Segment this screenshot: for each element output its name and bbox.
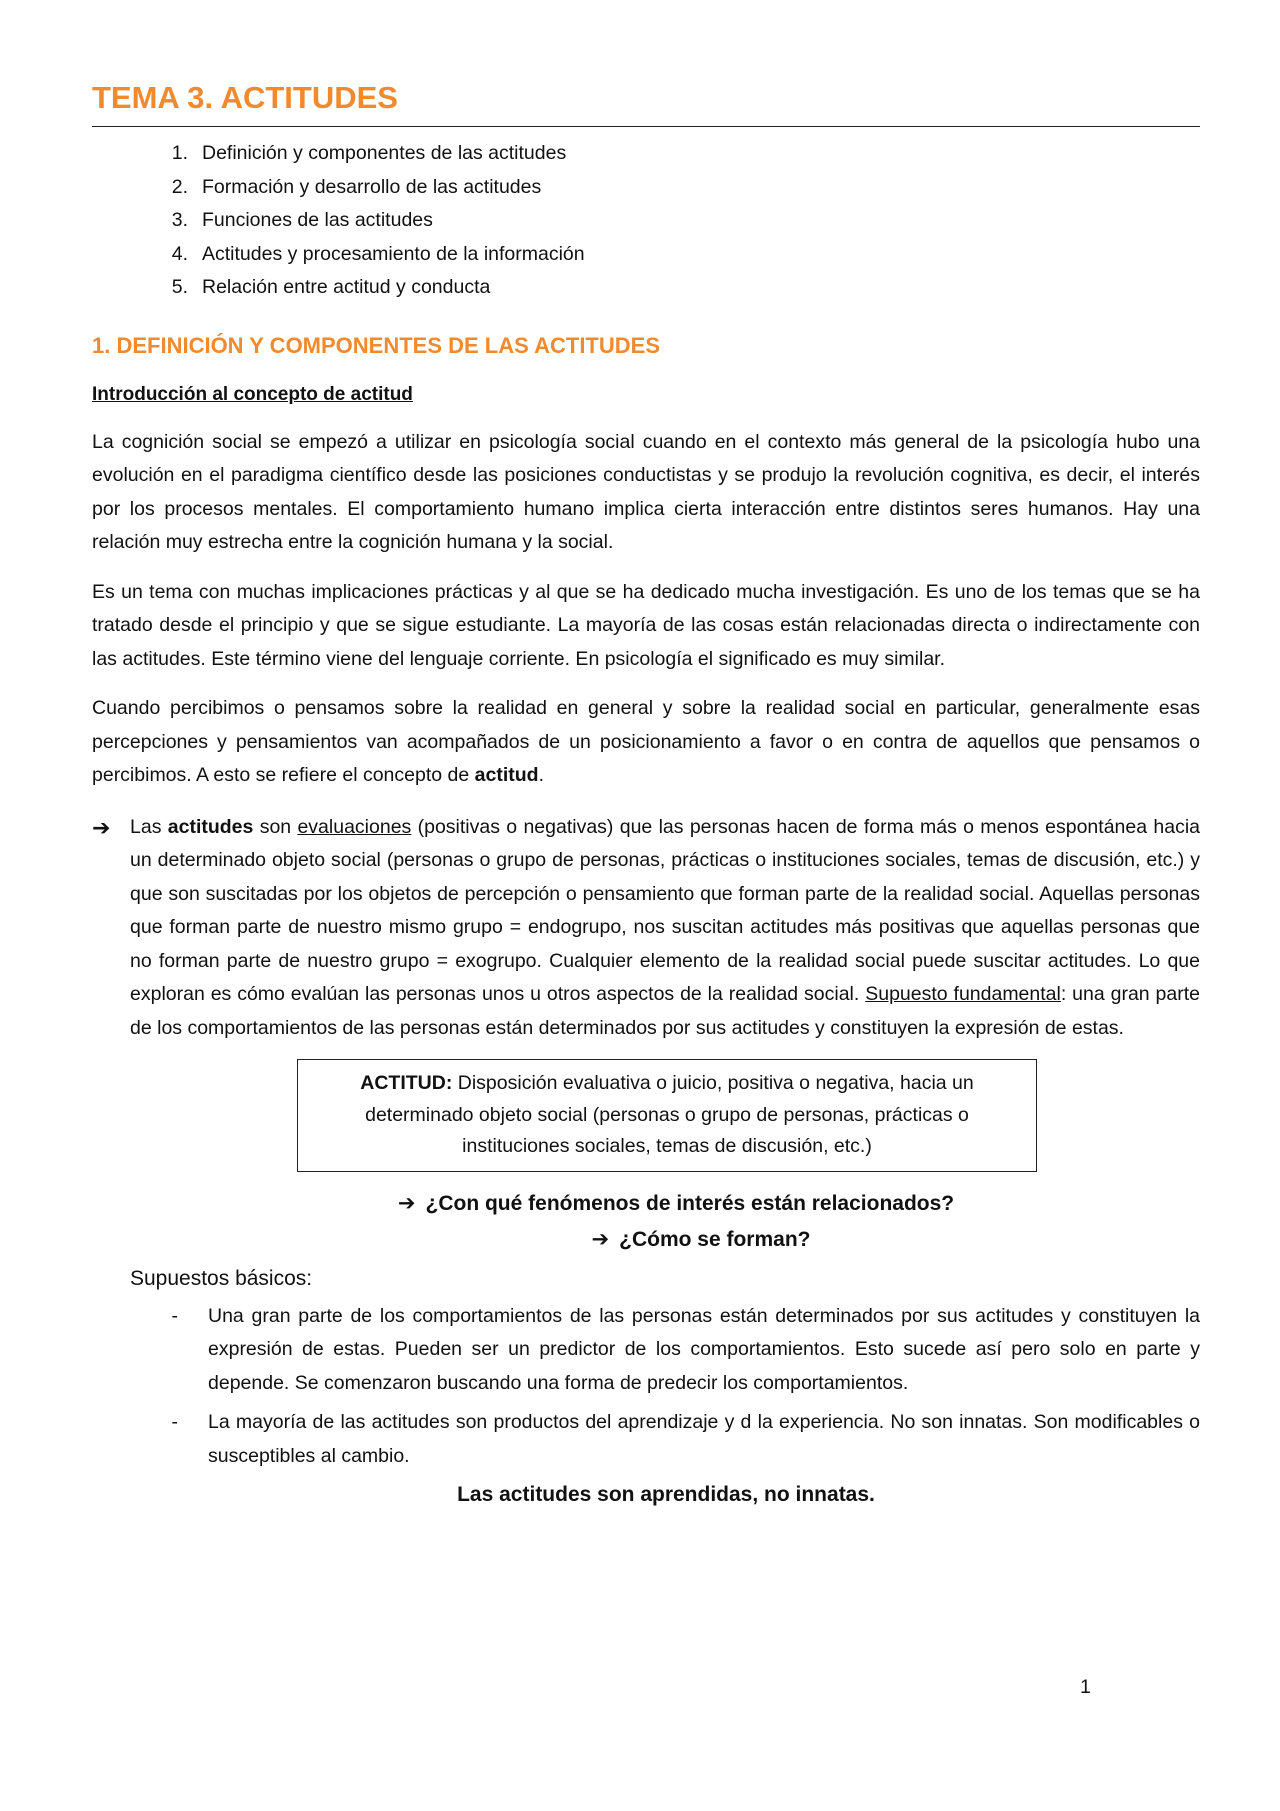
toc-item (148, 137, 1200, 171)
toc-text: Definición y componentes de las actitudes (202, 142, 567, 164)
bold-term: actitudes (167, 815, 254, 838)
toc-number: 5. (171, 276, 188, 298)
arrow-right-icon: ➔ (92, 814, 111, 840)
toc-item (148, 171, 1200, 205)
question-text: ¿Con qué fenómenos de interés están relacionados? (425, 1191, 955, 1215)
table-of-contents (148, 137, 1200, 305)
paragraph-1: La cognición social se empezó a utilizar en psicología social cuando en el contexto más general de la psicología hubo una evolución en el paradigma científico desde las posiciones conductistas y se produjo la revolución cognitiva, es decir, el interés por los procesos mentales. El comportamiento humano implica cierta interacción entre distintos seres humanos. Hay una relación muy estrecha entre la cognición humana y la social. (92, 430, 1200, 553)
toc-number: 2. (171, 175, 188, 198)
toc-text: Formación y desarrollo de las actitudes (202, 175, 542, 198)
list-item (92, 1406, 1200, 1473)
dash-bullet: - (171, 1304, 178, 1327)
conclusion: Las actitudes son aprendidas, no innatas. (457, 1483, 875, 1506)
paragraph-2: Es un tema con muchas implicaciones prácticas y al que se ha dedicado mucha investigación. Es uno de los temas que se ha tratado desde el principio y que se sigue estudiante. La mayoría de las cosas están relacionadas directa o indirectamente con las actitudes. Este término viene del lenguaje corriente. En psicología el significado es muy similar. (92, 580, 1200, 670)
document-title: TEMA 3. ACTITUDES (92, 80, 1200, 127)
text-run: son (253, 815, 298, 838)
document-page (92, 80, 1200, 1513)
text-run: (positivas o negativas) que las personas hacen de forma más o menos espontánea hacia un determinado objeto social (personas o grupo de personas, prácticas o instituciones sociales, temas de discusión, etc.) y que son suscitadas por los objetos de percepción o pensamiento que forman parte de la realidad social. Aquellas personas que forman parte de nuestro mismo grupo = endogrupo, nos suscitan actitudes más positivas que aquellas personas que no forman parte de nuestro grupo = exogrupo. Cualquier elemento de la realidad social puede suscitar actitudes. Lo que exploran es cómo evalúan las personas unos u otros aspectos de la realidad social. (130, 815, 1201, 1005)
toc-item (148, 204, 1200, 238)
toc-item (148, 238, 1200, 272)
page-number: 1 (1080, 1676, 1091, 1698)
question-2 (92, 1222, 1200, 1258)
list-item-text: Una gran parte de los comportamientos de las personas están determinados por sus actitudes y constituyen la expresión de estas. Pueden ser un predictor de los comportamientos. Esto sucede así pero solo en parte y depende. Se comenzaron buscando una forma de predecir los comportamientos. (208, 1304, 1200, 1394)
toc-item (148, 271, 1200, 305)
paragraph-3-text: Cuando percibimos o pensamos sobre la realidad en general y sobre la realidad social en particular, generalmente esas percepciones y pensamientos van acompañados de un posicionamiento a favor o en contra de aquellos que pensamos o percibimos. A esto se refiere el concepto de (92, 697, 1200, 786)
paragraph-3 (92, 692, 1200, 793)
supuestos-list (92, 1300, 1200, 1474)
text-run: Las (130, 815, 168, 838)
toc-text: Relación entre actitud y conducta (202, 276, 491, 298)
underlined-term: evaluaciones (297, 815, 412, 838)
arrow-right-icon: ➔ (397, 1191, 416, 1215)
question-text: ¿Cómo se forman? (619, 1227, 811, 1251)
toc-text: Actitudes y procesamiento de la información (202, 242, 585, 265)
dash-bullet: - (171, 1411, 178, 1433)
toc-number: 4. (171, 242, 188, 265)
list-item (92, 1300, 1200, 1401)
section-title: 1. DEFINICIÓN Y COMPONENTES DE LAS ACTITUDES (92, 332, 660, 358)
supuestos-label: Supuestos básicos: (130, 1266, 313, 1290)
underlined-term: Supuesto fundamental (865, 983, 1061, 1005)
toc-text: Funciones de las actitudes (202, 209, 433, 231)
subheading: Introducción al concepto de actitud (92, 383, 413, 405)
arrow-paragraph-text (130, 811, 1200, 1046)
list-item-text: La mayoría de las actitudes son productos del aprendizaje y d la experiencia. No son innatas. Son modificables o susceptibles al cambio. (208, 1411, 1200, 1467)
definition-term: ACTITUD: (360, 1072, 453, 1094)
toc-number: 1. (171, 142, 188, 164)
definition-box (297, 1059, 1037, 1172)
arrow-right-icon: ➔ (591, 1227, 610, 1251)
text-run: : una gran parte de los comportamientos de las personas están determinados por sus actitudes y constituyen la expresión de estas. (130, 983, 1200, 1039)
arrow-paragraph (92, 811, 1200, 1046)
paragraph-3-end: . (538, 764, 544, 786)
toc-number: 3. (171, 209, 188, 231)
paragraph-3-bold: actitud (474, 764, 539, 786)
definition-text: Disposición evaluativa o juicio, positiva o negativa, hacia un determinado objeto social (personas o grupo de personas, prácticas o instituciones sociales, temas de discusión, etc.) (365, 1072, 974, 1157)
question-1 (92, 1186, 1200, 1222)
